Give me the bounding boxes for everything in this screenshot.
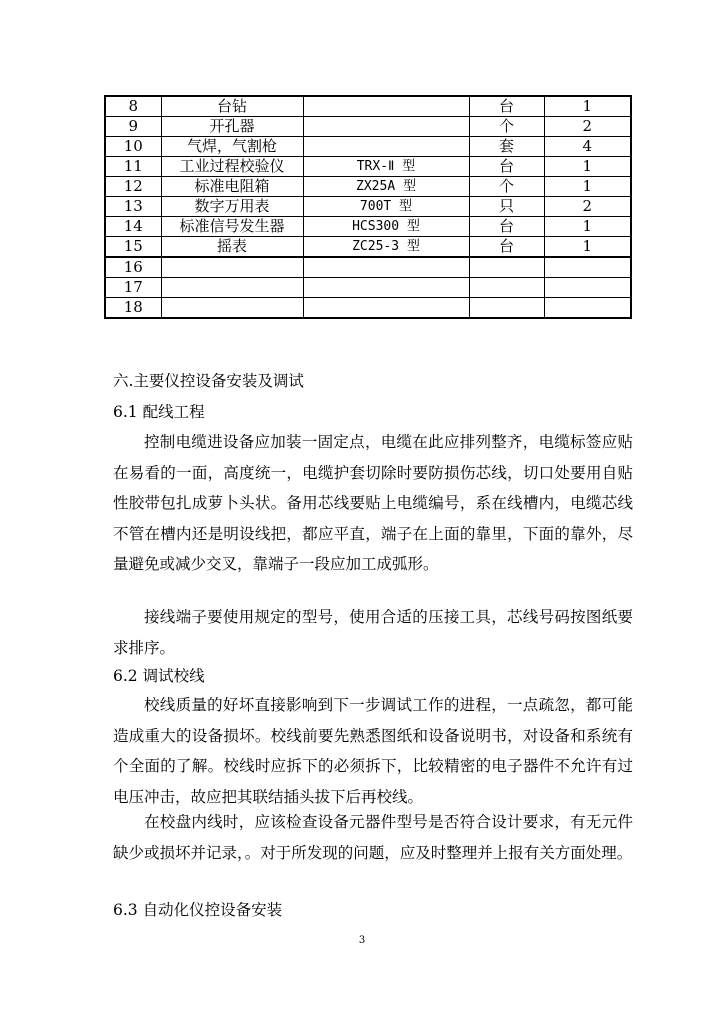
row-number-cell: 10 [105,137,161,157]
quantity-cell: 2 [544,197,631,217]
row-number-cell: 18 [105,298,161,319]
quantity-cell: 1 [544,177,631,197]
quantity-cell: 1 [544,157,631,177]
model-cell [303,278,469,298]
model-cell [303,137,469,157]
row-number-cell: 16 [105,257,161,278]
unit-cell: 台 [469,157,544,177]
paragraph-6-1-2: 接线端子要使用规定的型号，使用合适的压接工具，芯线号码按图纸要求排序。 [113,608,633,657]
equipment-table [104,95,632,319]
row-number-cell: 8 [105,96,161,117]
equipment-name-cell: 工业过程校验仪 [161,157,303,177]
section-title-6: 六.主要仪控设备安装及调试 [113,372,304,390]
row-number-cell: 17 [105,278,161,298]
model-cell [303,257,469,278]
section-title-6-3: 6.3 自动化仪控设备安装 [113,901,283,919]
quantity-cell: 1 [544,96,631,117]
equipment-name-cell: 气焊，气割枪 [161,137,303,157]
model-cell: HCS300 型 [303,217,469,237]
equipment-name-cell: 标准电阻箱 [161,177,303,197]
row-number-cell: 11 [105,157,161,177]
table-row [105,197,631,217]
paragraph-6-1-1: 控制电缆进设备应加装一固定点，电缆在此应排列整齐，电缆标签应贴在易看的一面，高度统一，电缆护套切除时要防损伤芯线，切口处要用自贴性胶带包扎成萝卜头状。备用芯线要贴上电缆编号，系在线槽内，电缆芯线不管在槽内还是明设线把，都应平直，端子在上面的靠里，下面的靠外，尽量避免或减少交叉，靠端子一段应加工成弧形。 [113,433,633,573]
equipment-name-cell [161,257,303,278]
table-row [105,137,631,157]
equipment-name-cell: 标准信号发生器 [161,217,303,237]
model-cell: ZC25-3 型 [303,237,469,258]
equipment-name-cell: 数字万用表 [161,197,303,217]
equipment-name-cell: 台钻 [161,96,303,117]
quantity-cell: 1 [544,237,631,258]
table-row [105,117,631,137]
table-row [105,278,631,298]
unit-cell: 台 [469,96,544,117]
paragraph-6-2-2: 在校盘内线时，应该检查设备元器件型号是否符合设计要求，有无元件缺少或损坏并记录，。对于所发现的问题，应及时整理并上报有关方面处理。 [113,813,633,862]
row-number-cell: 13 [105,197,161,217]
row-number-cell: 15 [105,237,161,258]
section-title-6-2: 6.2 调试校线 [113,667,205,685]
model-cell [303,117,469,137]
model-cell: 700T 型 [303,197,469,217]
quantity-cell: 4 [544,137,631,157]
unit-cell: 只 [469,197,544,217]
quantity-cell [544,278,631,298]
quantity-cell [544,298,631,319]
equipment-name-cell [161,278,303,298]
table-row [105,237,631,258]
table-row [105,298,631,319]
equipment-name-cell: 摇表 [161,237,303,258]
quantity-cell [544,257,631,278]
equipment-name-cell [161,298,303,319]
unit-cell [469,257,544,278]
unit-cell: 个 [469,177,544,197]
section-title-6-1: 6.1 配线工程 [113,403,205,421]
equipment-name-cell: 开孔器 [161,117,303,137]
model-cell [303,298,469,319]
model-cell: TRX-Ⅱ 型 [303,157,469,177]
paragraph-6-2-1: 校线质量的好坏直接影响到下一步调试工作的进程，一点疏忽，都可能造成重大的设备损坏。校线前要先熟悉图纸和设备说明书，对设备和系统有个全面的了解。校线时应拆下的必须拆下，比较精密的电子器件不允许有过电压冲击，故应把其联结插头拔下后再校线。 [113,696,633,806]
model-cell [303,96,469,117]
table-row [105,257,631,278]
quantity-cell: 2 [544,117,631,137]
page-number: 3 [358,935,366,946]
unit-cell: 套 [469,137,544,157]
model-cell: ZX25A 型 [303,177,469,197]
quantity-cell: 1 [544,217,631,237]
unit-cell: 台 [469,237,544,258]
row-number-cell: 9 [105,117,161,137]
table-row [105,96,631,117]
row-number-cell: 12 [105,177,161,197]
table-row [105,217,631,237]
unit-cell [469,298,544,319]
table-row [105,157,631,177]
unit-cell: 个 [469,117,544,137]
unit-cell: 台 [469,217,544,237]
table-row [105,177,631,197]
row-number-cell: 14 [105,217,161,237]
unit-cell [469,278,544,298]
